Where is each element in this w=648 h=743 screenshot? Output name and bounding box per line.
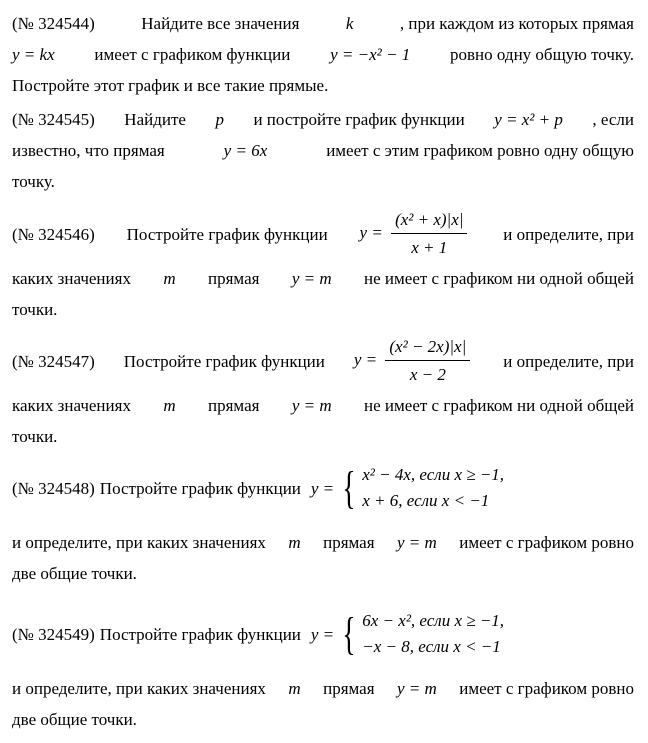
problem-text: Найдите все значения — [141, 14, 300, 33]
problem-text: и определите, при — [503, 351, 634, 371]
math-m: m — [288, 679, 301, 698]
case-line: −x − 8, если x < −1 — [362, 637, 501, 656]
problem-text: две общие точки. — [12, 710, 137, 729]
problem-text: имеет с графиком ровно — [459, 533, 634, 552]
problem-text: прямая — [208, 269, 260, 288]
problem-text: не имеет с графиком ни одной общей — [364, 269, 634, 288]
problem-text: точки. — [12, 427, 58, 446]
problem-text: имеет с графиком ровно — [459, 679, 634, 698]
problem-text: и постройте график функции — [253, 110, 465, 129]
math-line: y = m — [396, 533, 437, 552]
math-y-eq: y = — [310, 624, 335, 644]
piecewise-cases — [362, 462, 504, 514]
problem-text: и определите, при каких значениях — [12, 533, 266, 552]
problem-text: и определите, при — [503, 224, 634, 244]
piecewise-cases — [362, 608, 504, 660]
problem-text: , при каждом из которых прямая — [399, 14, 634, 33]
problem-text: Постройте этот график и все такие прямые. — [12, 76, 329, 95]
fraction-denominator: x + 1 — [411, 238, 448, 257]
math-function: y = −x² − 1 — [330, 45, 411, 64]
case-line: x + 6, если x < −1 — [362, 491, 490, 510]
case-line: 6x − x², если x ≥ −1, — [362, 611, 505, 630]
math-m: m — [163, 269, 176, 288]
math-y-eq: y = — [359, 222, 383, 242]
problem-text: Найдите — [124, 110, 186, 129]
problem-text: известно, что прямая — [12, 141, 165, 160]
problem-text: прямая — [323, 679, 375, 698]
problem-id: (№ 324544) — [12, 14, 95, 33]
problem-text: каких значениях — [12, 396, 131, 415]
math-function: y = x² + p — [494, 110, 563, 129]
math-line: y = m — [291, 396, 332, 415]
problem-324544 — [12, 8, 634, 101]
problem-text: и определите, при каких значениях — [12, 679, 266, 698]
problem-id: (№ 324549) — [12, 624, 95, 644]
problem-text: , если — [592, 110, 634, 129]
problem-id: (№ 324548) — [12, 478, 95, 498]
problem-324547 — [12, 332, 634, 452]
problem-text: Постройте график функции — [99, 624, 301, 644]
problem-324545 — [12, 104, 634, 197]
problem-text: Постройте график функции — [99, 478, 301, 498]
math-y-eq: y = — [353, 349, 378, 369]
problem-324546 — [12, 205, 634, 325]
problem-324549 — [12, 603, 634, 735]
fraction-denominator: x − 2 — [409, 365, 446, 384]
math-k: k — [345, 14, 354, 33]
problem-text: имеет с этим графиком ровно одну общую — [326, 141, 634, 160]
math-line: y = m — [396, 679, 437, 698]
problem-text: не имеет с графиком ни одной общей — [364, 396, 634, 415]
problem-text: точки. — [12, 300, 58, 319]
left-brace: { — [342, 462, 356, 513]
fraction-numerator: (x² − 2x)|x| — [385, 336, 470, 361]
math-line: y = 6x — [223, 141, 268, 160]
math-p: p — [215, 110, 224, 129]
case-line: x² − 4x, если x ≥ −1, — [362, 465, 505, 484]
problem-text: точку. — [12, 172, 55, 191]
problem-text: имеет с графиком функции — [94, 45, 291, 64]
fraction-numerator: (x² + x)|x| — [391, 209, 467, 234]
math-line: y = kx — [12, 45, 55, 64]
problem-id: (№ 324546) — [12, 224, 95, 244]
left-brace: { — [342, 608, 356, 659]
problem-text: Постройте график функции — [126, 224, 328, 244]
math-m: m — [163, 396, 176, 415]
math-y-eq: y = — [310, 478, 335, 498]
problem-text: ровно одну общую точку. — [450, 45, 634, 64]
math-fraction — [385, 336, 470, 386]
problem-id: (№ 324547) — [12, 351, 95, 371]
math-line: y = m — [291, 269, 332, 288]
math-m: m — [288, 533, 301, 552]
problem-text: каких значениях — [12, 269, 131, 288]
problem-id: (№ 324545) — [12, 110, 95, 129]
problem-324548 — [12, 457, 634, 589]
problem-text: прямая — [323, 533, 375, 552]
math-fraction — [391, 209, 467, 259]
problem-text: Постройте график функции — [123, 351, 325, 371]
problem-text: две общие точки. — [12, 564, 137, 583]
problem-text: прямая — [208, 396, 260, 415]
